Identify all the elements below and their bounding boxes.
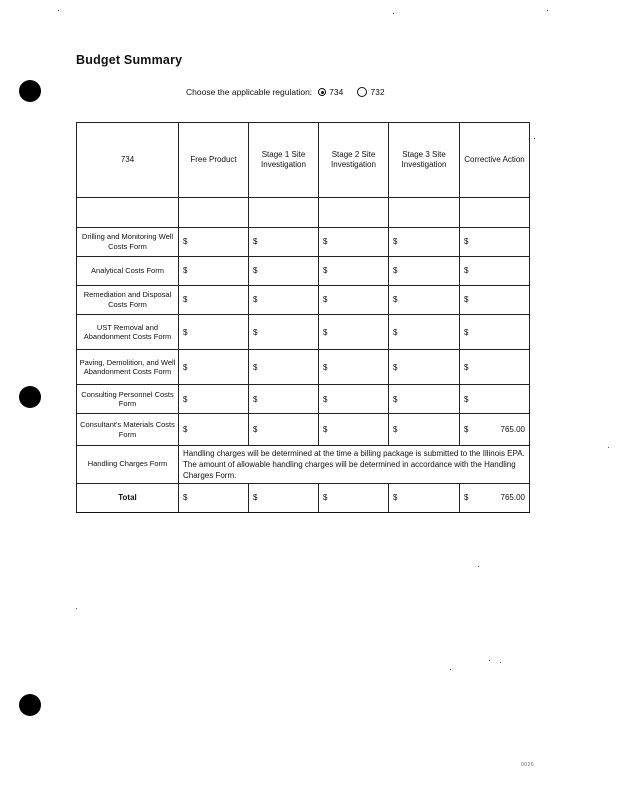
handling-charges-label: Handling Charges Form: [77, 445, 179, 483]
table-row: [77, 350, 530, 385]
radio-732[interactable]: [357, 87, 367, 97]
cost-cell-free-product[interactable]: [179, 285, 249, 314]
currency-sign: $: [464, 237, 469, 247]
scan-speck: [393, 13, 394, 14]
row-label: Drilling and Monitoring Well Costs Form: [77, 227, 179, 256]
row-label: Consultant's Materials Costs Form: [77, 414, 179, 445]
currency-sign: $: [393, 493, 398, 503]
currency-sign: $: [464, 493, 469, 503]
currency-sign: $: [183, 493, 188, 503]
currency-sign: $: [393, 295, 398, 305]
cost-cell-corrective-action[interactable]: [460, 350, 530, 385]
currency-sign: $: [183, 425, 188, 435]
regulation-prompt: Choose the applicable regulation:: [186, 87, 313, 97]
cost-cell-stage-2[interactable]: [319, 385, 389, 414]
scan-speck: [489, 660, 490, 661]
cost-cell-stage-2[interactable]: [319, 350, 389, 385]
page-title: Budget Summary: [76, 53, 183, 67]
cost-cell-stage-1[interactable]: [249, 256, 319, 285]
scan-speck: [58, 10, 59, 11]
col-header-stage-2: Stage 2 Site Investigation: [319, 123, 389, 198]
currency-sign: $: [183, 266, 188, 276]
currency-sign: $: [464, 425, 469, 435]
page-footer-mark: 0026: [521, 762, 535, 768]
currency-sign: $: [464, 394, 469, 404]
currency-sign: $: [253, 295, 258, 305]
handling-charges-note: Handling charges will be determined at the time a billing package is submitted to the Illinois EPA. The amount of allowable handling charges will be determined in accordance with the Handling Charges Form.: [179, 445, 530, 483]
punch-hole-top: [19, 80, 41, 102]
currency-sign: $: [253, 237, 258, 247]
cost-cell-stage-3[interactable]: [389, 350, 460, 385]
currency-sign: $: [393, 425, 398, 435]
cost-cell-stage-1[interactable]: [249, 385, 319, 414]
cost-cell-free-product[interactable]: [179, 385, 249, 414]
cost-cell-free-product[interactable]: [179, 227, 249, 256]
currency-sign: $: [464, 327, 469, 337]
table-row: [77, 285, 530, 314]
currency-sign: $: [183, 362, 188, 372]
blank-cell: [389, 198, 460, 227]
scan-speck: [478, 566, 479, 567]
budget-summary-table: [76, 122, 530, 513]
table-row: [77, 385, 530, 414]
table-row: [77, 256, 530, 285]
col-header-free-product: Free Product: [179, 123, 249, 198]
cost-cell-stage-2[interactable]: [319, 414, 389, 445]
currency-sign: $: [393, 394, 398, 404]
cost-cell-corrective-action[interactable]: [460, 256, 530, 285]
total-cell-stage-1[interactable]: [249, 483, 319, 512]
table-row: [77, 227, 530, 256]
currency-sign: $: [253, 493, 258, 503]
cost-cell-stage-1[interactable]: [249, 227, 319, 256]
cost-cell-free-product[interactable]: [179, 414, 249, 445]
table-row: [77, 314, 530, 349]
total-cell-stage-2[interactable]: [319, 483, 389, 512]
col-header-corrective-action: Corrective Action: [460, 123, 530, 198]
cost-cell-stage-1[interactable]: [249, 285, 319, 314]
cost-cell-stage-3[interactable]: [389, 414, 460, 445]
radio-734[interactable]: [318, 88, 326, 96]
currency-sign: $: [323, 362, 328, 372]
currency-sign: $: [323, 327, 328, 337]
currency-sign: $: [464, 295, 469, 305]
cost-cell-stage-2[interactable]: [319, 285, 389, 314]
currency-sign: $: [464, 266, 469, 276]
row-label: Paving, Demolition, and Well Abandonment Costs Form: [77, 350, 179, 385]
currency-sign: $: [393, 237, 398, 247]
currency-sign: $: [323, 394, 328, 404]
scan-speck: [534, 138, 535, 139]
total-cell-stage-3[interactable]: [389, 483, 460, 512]
scan-speck: [500, 662, 501, 663]
currency-sign: $: [323, 493, 328, 503]
currency-sign: $: [393, 362, 398, 372]
punch-hole-middle: [19, 386, 41, 408]
currency-sign: $: [323, 295, 328, 305]
regulation-selector: [186, 87, 385, 97]
currency-sign: $: [323, 237, 328, 247]
currency-sign: $: [393, 266, 398, 276]
cost-cell-corrective-action[interactable]: [460, 285, 530, 314]
currency-sign: $: [253, 362, 258, 372]
currency-sign: $: [253, 327, 258, 337]
cost-cell-stage-1[interactable]: [249, 314, 319, 349]
currency-sign: $: [183, 327, 188, 337]
table-row: [77, 414, 530, 445]
cost-cell-stage-2[interactable]: [319, 314, 389, 349]
cost-amount: 765.00: [500, 425, 525, 435]
cost-cell-stage-3[interactable]: [389, 285, 460, 314]
cost-cell-corrective-action[interactable]: [460, 414, 530, 445]
cost-cell-corrective-action[interactable]: [460, 314, 530, 349]
blank-cell: [319, 198, 389, 227]
currency-sign: $: [253, 394, 258, 404]
cost-cell-stage-2[interactable]: [319, 227, 389, 256]
cost-cell-stage-1[interactable]: [249, 414, 319, 445]
cost-cell-stage-2[interactable]: [319, 256, 389, 285]
cost-cell-corrective-action[interactable]: [460, 385, 530, 414]
cost-cell-free-product[interactable]: [179, 350, 249, 385]
cost-cell-corrective-action[interactable]: [460, 227, 530, 256]
currency-sign: $: [464, 362, 469, 372]
cost-cell-free-product[interactable]: [179, 314, 249, 349]
scan-speck: [547, 10, 548, 11]
row-label: UST Removal and Abandonment Costs Form: [77, 314, 179, 349]
blank-cell: [460, 198, 530, 227]
scan-speck: [76, 608, 77, 609]
scan-speck: [608, 447, 609, 448]
punch-hole-bottom: [19, 694, 41, 716]
col-header-stage-1: Stage 1 Site Investigation: [249, 123, 319, 198]
cost-cell-stage-3[interactable]: [389, 227, 460, 256]
cost-cell-free-product[interactable]: [179, 256, 249, 285]
cost-cell-stage-3[interactable]: [389, 314, 460, 349]
radio-734-label: 734: [329, 87, 344, 97]
currency-sign: $: [253, 425, 258, 435]
currency-sign: $: [323, 266, 328, 276]
blank-cell: [249, 198, 319, 227]
currency-sign: $: [253, 266, 258, 276]
currency-sign: $: [183, 237, 188, 247]
radio-732-label: 732: [370, 87, 385, 97]
row-label: Analytical Costs Form: [77, 256, 179, 285]
row-label: Consulting Personnel Costs Form: [77, 385, 179, 414]
total-label: Total: [77, 483, 179, 512]
currency-sign: $: [183, 394, 188, 404]
blank-cell: [77, 198, 179, 227]
currency-sign: $: [183, 295, 188, 305]
cost-cell-stage-1[interactable]: [249, 350, 319, 385]
scan-speck: [450, 669, 451, 670]
total-amount: 765.00: [500, 493, 525, 503]
corner-label: 734: [77, 123, 179, 198]
currency-sign: $: [393, 327, 398, 337]
blank-cell: [179, 198, 249, 227]
total-cell-free-product[interactable]: [179, 483, 249, 512]
cost-cell-stage-3[interactable]: [389, 385, 460, 414]
row-label: Remediation and Disposal Costs Form: [77, 285, 179, 314]
col-header-stage-3: Stage 3 Site Investigation: [389, 123, 460, 198]
total-cell-corrective-action[interactable]: [460, 483, 530, 512]
cost-cell-stage-3[interactable]: [389, 256, 460, 285]
currency-sign: $: [323, 425, 328, 435]
